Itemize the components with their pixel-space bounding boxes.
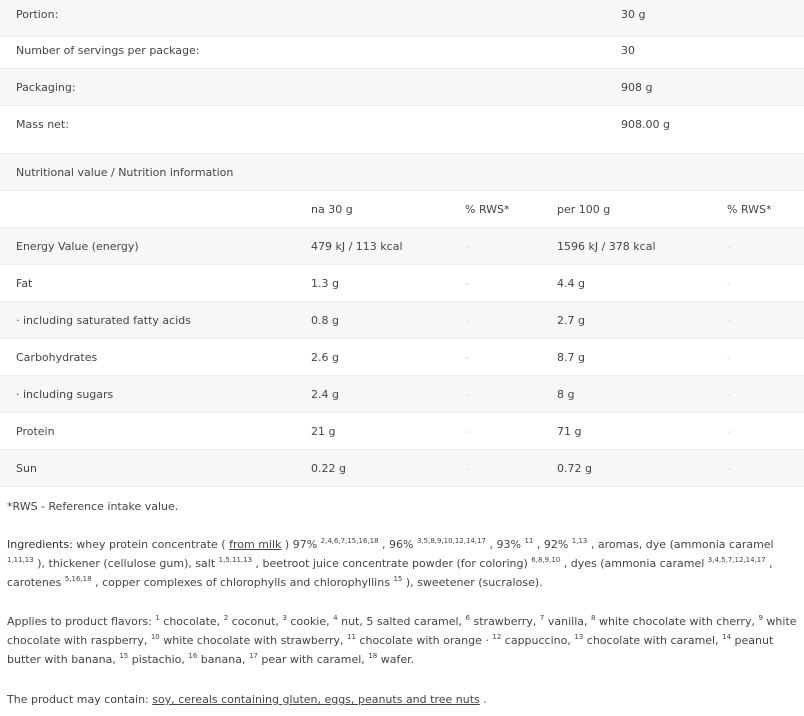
rws-per-100g: - (727, 351, 731, 364)
ingredients-text: , 96% (378, 538, 417, 551)
flavors-paragraph (7, 612, 797, 669)
spec-value: 30 g (621, 8, 646, 21)
flavor-name: coconut, (228, 615, 283, 628)
ingredients-text: ) 97% (281, 538, 321, 551)
flavor-ref: 12 (492, 633, 502, 641)
flavor-ref: 4 (333, 614, 338, 622)
flavor-name: white chocolate with raspberry, (7, 615, 797, 647)
value-per-100g: 0.72 g (557, 462, 592, 475)
value-per-portion: 2.6 g (311, 351, 339, 364)
spec-row-packaging (0, 69, 804, 106)
value-per-100g: 8.7 g (557, 351, 585, 364)
ingredients-label: Ingredients: (7, 538, 73, 551)
flavor-ref: 3,4,5,7,12,14,17 (707, 556, 766, 564)
rws-per-portion: - (465, 351, 469, 364)
value-per-portion: 2.4 g (311, 388, 339, 401)
flavor-name: white chocolate with cherry, (595, 615, 759, 628)
nutrient-name: Fat (16, 277, 33, 290)
nutrition-row-fat (0, 265, 804, 302)
ingredients-text: , copper complexes of chlorophylls and chlorophyllins (91, 576, 394, 589)
nutrition-row-energy (0, 228, 804, 265)
spec-row-mass-net (0, 106, 804, 154)
rws-per-100g: - (727, 462, 731, 475)
spec-value: 908 g (621, 81, 653, 94)
ingredients-text: , beetroot juice concentrate powder (for coloring) (252, 557, 532, 570)
flavor-ref: 7 (539, 614, 545, 622)
flavor-ref: 10 (150, 633, 160, 641)
flavors-text: Applies to product flavors: (7, 615, 156, 628)
header-per-portion: na 30 g (311, 203, 353, 216)
value-per-100g: 8 g (557, 388, 575, 401)
header-rws-portion: % RWS* (465, 203, 510, 216)
ingredients-text: , 92% (533, 538, 572, 551)
value-per-100g: 4.4 g (557, 277, 585, 290)
nutrition-row-sugars (0, 376, 804, 413)
flavor-ref: 11 (347, 633, 356, 641)
nutrient-name: Protein (16, 425, 55, 438)
flavor-ref: 15 (393, 575, 403, 583)
ingredients-text: ), thickener (cellulose gum), salt (33, 557, 219, 570)
spec-row-servings (0, 32, 804, 69)
spec-value: 30 (621, 44, 635, 57)
flavor-ref: 13 (574, 633, 584, 641)
flavor-ref: 5,16,18 (64, 575, 92, 583)
value-per-portion: 21 g (311, 425, 336, 438)
flavor-ref: 1 (155, 614, 160, 622)
nutrient-name: · including saturated fatty acids (16, 314, 191, 327)
value-per-100g: 71 g (557, 425, 582, 438)
flavor-name: banana, (197, 653, 249, 666)
allergens-paragraph (7, 690, 797, 709)
nutrient-name: · including sugars (16, 388, 114, 401)
value-per-portion: 1.3 g (311, 277, 339, 290)
flavor-name: white chocolate with strawberry, (159, 634, 347, 647)
flavor-ref: 15 (119, 652, 129, 660)
rws-per-portion: - (465, 388, 469, 401)
flavor-name: nut, 5 salted caramel, (337, 615, 466, 628)
flavor-name: chocolate with caramel, (583, 634, 723, 647)
nutrition-row-carbohydrates (0, 339, 804, 376)
nutrient-name: Carbohydrates (16, 351, 98, 364)
nutrition-title: Nutritional value / Nutrition information (16, 166, 234, 179)
spec-value: 908.00 g (621, 118, 670, 131)
allergens-link[interactable]: soy, cereals containing gluten, eggs, peanuts and tree nuts (152, 693, 480, 706)
value-per-portion: 479 kJ / 113 kcal (311, 240, 403, 253)
value-per-portion: 0.8 g (311, 314, 339, 327)
value-per-100g: 2.7 g (557, 314, 585, 327)
flavor-ref: 11 (524, 537, 534, 545)
allergens-label: The product may contain: (7, 693, 153, 706)
ingredients-text: , aromas, dye (ammonia caramel (587, 538, 774, 551)
flavor-name: vanilla, (544, 615, 591, 628)
flavor-name: cappuccino, (501, 634, 575, 647)
flavor-ref: 18 (368, 652, 378, 660)
flavor-ref: 2,4,6,7,15,16,18 (320, 537, 379, 545)
spec-label: Packaging: (16, 81, 76, 94)
nutrient-name: Sun (16, 462, 37, 475)
rws-per-portion: - (465, 240, 469, 253)
nutrient-name: Energy Value (energy) (16, 240, 139, 253)
value-per-100g: 1596 kJ / 378 kcal (557, 240, 656, 253)
flavor-ref: 3 (282, 614, 287, 622)
value-per-portion: 0.22 g (311, 462, 346, 475)
rws-per-100g: - (727, 240, 731, 253)
ingredients-text: whey protein concentrate ( (72, 538, 230, 551)
spec-label: Mass net: (16, 118, 69, 131)
ingredients-text: , 93% (486, 538, 525, 551)
flavor-ref: 3,5,8,9,10,12,14,17 (416, 537, 486, 545)
ingredients-paragraph (7, 535, 797, 592)
flavor-ref: 16 (188, 652, 198, 660)
flavor-ref: 14 (722, 633, 732, 641)
rws-footnote: *RWS - Reference intake value. (7, 500, 179, 513)
flavor-name: strawberry, (470, 615, 540, 628)
rws-per-portion: - (465, 314, 469, 327)
rws-per-portion: - (465, 277, 469, 290)
flavor-name: peanut butter with banana, (7, 634, 774, 666)
flavor-ref: 2 (223, 614, 229, 622)
flavor-ref: 1,11,13 (7, 556, 34, 564)
rws-per-100g: - (727, 314, 731, 327)
ingredients-text: , dyes (ammonia caramel (560, 557, 708, 570)
rws-per-100g: - (727, 277, 731, 290)
ingredients-text: , carotenes (7, 557, 773, 589)
flavor-ref: 6,8,9,10 (531, 556, 561, 564)
flavor-name: chocolate, (159, 615, 224, 628)
nutrition-title-row (0, 154, 804, 191)
rws-per-100g: - (727, 388, 731, 401)
flavor-name: pistachio, (128, 653, 189, 666)
flavor-ref: 17 (248, 652, 258, 660)
spec-label: Portion: (16, 8, 59, 21)
flavor-ref: 9 (758, 614, 763, 622)
rws-per-100g: - (727, 425, 731, 438)
nutrition-row-protein (0, 413, 804, 450)
flavor-ref: 1,13 (571, 537, 588, 545)
header-per-100g: per 100 g (557, 203, 611, 216)
flavor-name: cookie, (286, 615, 334, 628)
from-milk-link[interactable]: from milk (229, 538, 282, 551)
nutrition-row-saturated-fat (0, 302, 804, 339)
spec-label: Number of servings per package: (16, 44, 200, 57)
nutrition-header-row (0, 191, 804, 228)
flavor-ref: 8 (591, 614, 596, 622)
flavor-name: wafer. (377, 653, 415, 666)
rws-per-portion: - (465, 425, 469, 438)
ingredients-text: ), sweetener (sucralose). (402, 576, 543, 589)
flavor-name: pear with caramel, (257, 653, 369, 666)
nutrition-row-salt (0, 450, 804, 487)
flavor-ref: 1,5,11,13 (218, 556, 253, 564)
allergens-text: . (479, 693, 487, 706)
flavor-name: chocolate with orange · (355, 634, 493, 647)
header-rws-100g: % RWS* (727, 203, 772, 216)
flavor-ref: 6 (465, 614, 470, 622)
rws-per-portion: - (465, 462, 469, 475)
